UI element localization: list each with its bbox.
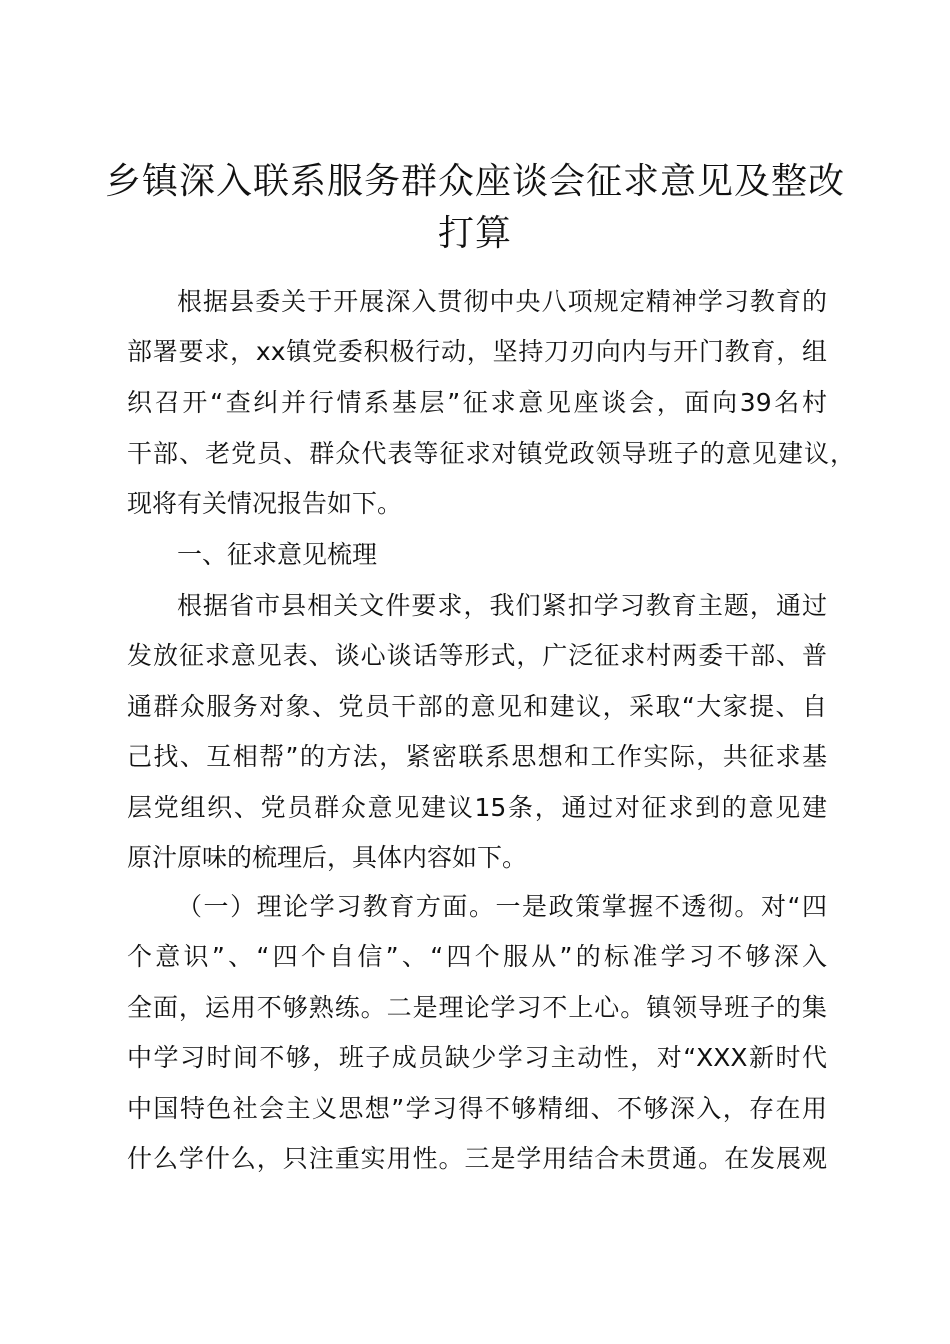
paragraph-3-line-3: 全面，运用不够熟练。二是理论学习不上心。镇领导班子的集 (127, 993, 827, 1022)
paragraph-1-line-4: 干部、老党员、群众代表等征求对镇党政领导班子的意见建议， (127, 439, 855, 468)
paragraph-1-line-5: 现将有关情况报告如下。 (127, 489, 403, 518)
document-title-line-1: 乡镇深入联系服务群众座谈会征求意见及整改 (104, 161, 845, 202)
paragraph-3-line-2: 个意识”、“四个自信”、“四个服从”的标准学习不够深入 (127, 942, 827, 971)
paragraph-2-line-4: 己找、互相帮”的方法，紧密联系思想和工作实际，共征求基 (127, 742, 827, 771)
paragraph-1-line-1: 根据县委关于开展深入贯彻中央八项规定精神学习教育的 (177, 287, 827, 316)
paragraph-2-line-3: 通群众服务对象、党员干部的意见和建议，采取“大家提、自 (127, 692, 827, 721)
paragraph-2-line-6: 原汁原味的梳理后，具体内容如下。 (127, 843, 528, 872)
paragraph-3-line-6: 什么学什么，只注重实用性。三是学用结合未贯通。在发展观 (127, 1144, 827, 1173)
document-title-line-2: 打算 (437, 213, 512, 254)
paragraph-1-line-3: 织召开“查纠并行情系基层”征求意见座谈会，面向39名村 (127, 388, 827, 417)
paragraph-1-line-2: 部署要求，xx镇党委积极行动，坚持刀刃向内与开门教育，组 (127, 337, 827, 366)
paragraph-3-line-4: 中学习时间不够，班子成员缺少学习主动性，对“XXX新时代 (127, 1043, 827, 1072)
paragraph-3-line-5: 中国特色社会主义思想”学习得不够精细、不够深入，存在用 (127, 1094, 827, 1123)
section-heading-1: 一、征求意见梳理 (177, 540, 378, 569)
paragraph-2-line-5: 层党组织、党员群众意见建议15条，通过对征求到的意见建 (127, 793, 827, 822)
paragraph-2-line-1: 根据省市县相关文件要求，我们紧扣学习教育主题，通过 (177, 591, 827, 620)
paragraph-2-line-2: 发放征求意见表、谈心谈话等形式，广泛征求村两委干部、普 (127, 641, 827, 670)
paragraph-3-line-1: （一）理论学习教育方面。一是政策掌握不透彻。对“四 (177, 892, 827, 921)
